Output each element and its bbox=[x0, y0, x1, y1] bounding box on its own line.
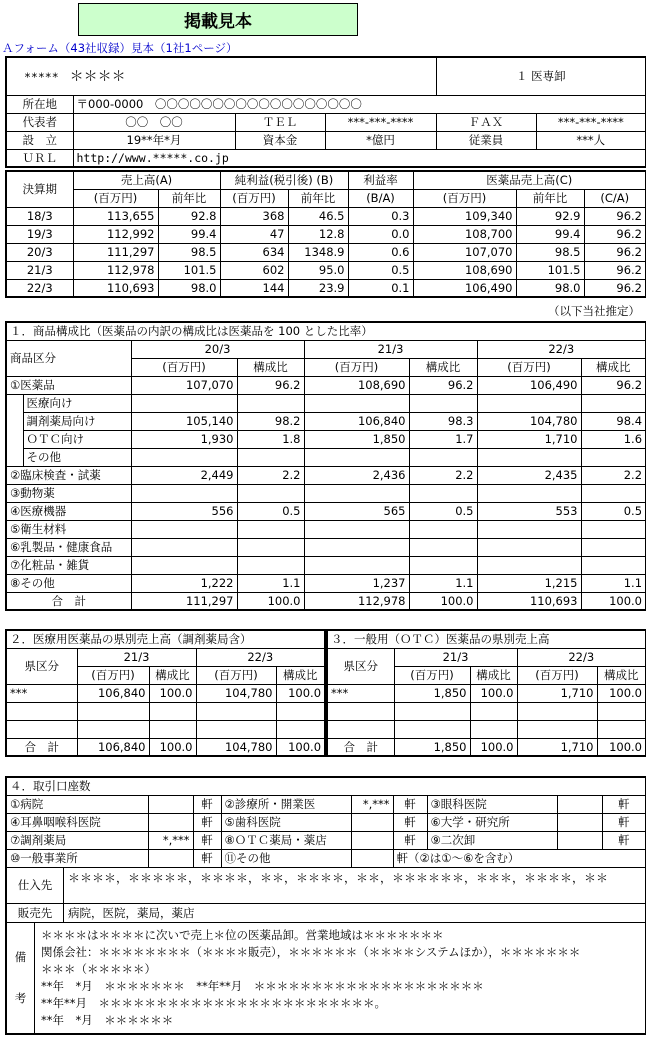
product-cell bbox=[477, 538, 581, 556]
sec3-heading: ３．一般用（ＯＴＣ）医薬品の県別売上高 bbox=[327, 630, 646, 648]
fin-h-unit: (百万円) bbox=[220, 189, 288, 207]
sec2-h-unit: (百万円) bbox=[196, 666, 276, 684]
product-cell: 0.5 bbox=[581, 502, 646, 520]
fin-cell: 92.9 bbox=[516, 207, 584, 225]
fin-cell: 0.1 bbox=[348, 279, 413, 297]
sec2-total-cell: 100.0 bbox=[276, 738, 325, 756]
supplier-label: 仕入先 bbox=[7, 868, 64, 903]
sec3-year: 22/3 bbox=[517, 648, 646, 666]
account-cell: ⑩一般事業所 bbox=[6, 849, 148, 867]
product-cell: 1,930 bbox=[131, 430, 237, 448]
product-cell: 1,850 bbox=[304, 430, 409, 448]
fin-h-sales: 売上高(A) bbox=[73, 171, 220, 189]
product-label: ①医薬品 bbox=[6, 376, 131, 394]
fin-cell: 106,490 bbox=[413, 279, 516, 297]
sec3-cell: 1,710 bbox=[517, 684, 597, 702]
product-cell bbox=[304, 394, 409, 412]
product-label: ⑧その他 bbox=[6, 574, 131, 592]
product-cell bbox=[409, 556, 477, 574]
product-cell: 1.7 bbox=[409, 430, 477, 448]
product-sub-label: ＯＴＣ向け bbox=[23, 430, 131, 448]
fin-period: 22/3 bbox=[6, 279, 73, 297]
product-cell bbox=[304, 448, 409, 466]
fin-cell: 98.5 bbox=[516, 243, 584, 261]
address-label: 所在地 bbox=[6, 95, 73, 113]
product-row bbox=[6, 394, 646, 412]
account-row bbox=[6, 813, 646, 831]
fin-period: 18/3 bbox=[6, 207, 73, 225]
remark-line: **年 *月 ＊＊＊＊＊＊＊ **年**月 ＊＊＊＊＊＊＊＊＊＊＊＊＊＊＊＊＊＊＊＊ bbox=[41, 978, 484, 993]
fin-cell: 101.5 bbox=[158, 261, 220, 279]
product-cell bbox=[304, 538, 409, 556]
sec3-h-share: 構成比 bbox=[470, 666, 517, 684]
rep-label: 代表者 bbox=[6, 113, 73, 131]
account-row bbox=[6, 849, 646, 867]
sec1-h-share: 構成比 bbox=[409, 358, 477, 376]
product-cell bbox=[581, 394, 646, 412]
finance-table bbox=[5, 170, 646, 298]
product-cell bbox=[304, 520, 409, 538]
sec1-h-unit: (百万円) bbox=[477, 358, 581, 376]
account-cell bbox=[351, 813, 393, 831]
sec3-total-label: 合 計 bbox=[327, 738, 394, 756]
product-row bbox=[6, 520, 646, 538]
product-cell bbox=[581, 520, 646, 538]
capital-label: 資本金 bbox=[235, 131, 325, 149]
finance-row bbox=[6, 225, 646, 243]
product-row bbox=[6, 466, 646, 484]
fin-cell: 47 bbox=[220, 225, 288, 243]
product-row bbox=[6, 484, 646, 502]
account-cell: ①病院 bbox=[6, 795, 148, 813]
sec3-cell: 1,850 bbox=[394, 684, 470, 702]
fin-cell: 0.0 bbox=[348, 225, 413, 243]
product-cell bbox=[409, 394, 477, 412]
remark-line: ＊＊＊（＊＊＊＊＊） bbox=[41, 961, 156, 976]
product-label: ②臨床検査・試薬 bbox=[6, 466, 131, 484]
product-row bbox=[6, 376, 646, 394]
fin-period: 20/3 bbox=[6, 243, 73, 261]
product-cell: 1,222 bbox=[131, 574, 237, 592]
product-cell: 556 bbox=[131, 502, 237, 520]
product-cell bbox=[581, 484, 646, 502]
product-cell: 106,840 bbox=[304, 412, 409, 430]
sec3-pref: *** bbox=[327, 684, 394, 702]
fin-cell: 113,655 bbox=[73, 207, 158, 225]
account-cell bbox=[148, 813, 193, 831]
product-cell: 1.1 bbox=[237, 574, 304, 592]
account-cell: ④耳鼻咽喉科医院 bbox=[6, 813, 148, 831]
fin-h-rate2: (B/A) bbox=[348, 189, 413, 207]
product-cell: 1.1 bbox=[409, 574, 477, 592]
sec3-cell: 100.0 bbox=[470, 684, 517, 702]
sec2-h-share: 構成比 bbox=[149, 666, 196, 684]
account-cell bbox=[148, 849, 193, 867]
account-cell: 軒 bbox=[393, 813, 427, 831]
supplier-row bbox=[6, 867, 646, 903]
sec1-h-cat: 商品区分 bbox=[6, 340, 131, 376]
fin-h-unit: (百万円) bbox=[73, 189, 158, 207]
fin-cell: 95.0 bbox=[288, 261, 348, 279]
product-sub-label: 調剤薬局向け bbox=[23, 412, 131, 430]
fin-period: 19/3 bbox=[6, 225, 73, 243]
fin-cell: 92.8 bbox=[158, 207, 220, 225]
fin-h-ratio: (C/A) bbox=[584, 189, 646, 207]
sec3-total-cell: 100.0 bbox=[470, 738, 517, 756]
product-row bbox=[6, 430, 646, 448]
product-cell: 98.2 bbox=[237, 412, 304, 430]
indent-cell bbox=[6, 394, 23, 466]
finance-row bbox=[6, 243, 646, 261]
product-cell bbox=[477, 484, 581, 502]
account-cell bbox=[351, 849, 393, 867]
buyer-label: 販売先 bbox=[7, 904, 64, 922]
fin-cell: 109,340 bbox=[413, 207, 516, 225]
fin-cell: 0.3 bbox=[348, 207, 413, 225]
account-cell: *,*** bbox=[148, 831, 193, 849]
rx-pref-table bbox=[5, 629, 326, 757]
account-cell: 軒 bbox=[602, 813, 646, 831]
account-cell bbox=[557, 795, 602, 813]
finance-row bbox=[6, 207, 646, 225]
remarks-body bbox=[35, 923, 645, 1033]
sec2-cell: 100.0 bbox=[276, 684, 325, 702]
fin-cell: 602 bbox=[220, 261, 288, 279]
fin-cell: 108,700 bbox=[413, 225, 516, 243]
sec3-year: 21/3 bbox=[394, 648, 517, 666]
product-cell: 2,449 bbox=[131, 466, 237, 484]
product-cell: 2.2 bbox=[237, 466, 304, 484]
product-cell bbox=[131, 484, 237, 502]
rep-value: 〇〇 〇〇 bbox=[73, 113, 235, 131]
fin-cell: 96.2 bbox=[584, 207, 646, 225]
fin-cell: 110,693 bbox=[73, 279, 158, 297]
product-cell bbox=[304, 484, 409, 502]
product-cell: 2,436 bbox=[304, 466, 409, 484]
sec2-total-cell: 104,780 bbox=[196, 738, 276, 756]
product-cell: 108,690 bbox=[304, 376, 409, 394]
fin-cell: 107,070 bbox=[413, 243, 516, 261]
estimate-note: （以下当社推定） bbox=[548, 304, 640, 318]
product-cell: 553 bbox=[477, 502, 581, 520]
sec1-total-cell: 100.0 bbox=[237, 592, 304, 610]
account-cell: ②診療所・開業医 bbox=[221, 795, 351, 813]
sec1-heading: １．商品構成比（医薬品の内訳の構成比は医薬品を 100 とした比率） bbox=[6, 322, 646, 340]
company-name-cell bbox=[6, 57, 436, 95]
product-cell bbox=[409, 448, 477, 466]
product-row bbox=[6, 574, 646, 592]
fin-cell: 96.2 bbox=[584, 243, 646, 261]
product-cell: 98.4 bbox=[581, 412, 646, 430]
fin-h-drug: 医薬品売上高(C) bbox=[413, 171, 646, 189]
fin-cell: 108,690 bbox=[413, 261, 516, 279]
fin-cell: 634 bbox=[220, 243, 288, 261]
fin-cell: 112,978 bbox=[73, 261, 158, 279]
product-cell bbox=[477, 394, 581, 412]
address-value: 〒000-0000 〇〇〇〇〇〇〇〇〇〇〇〇〇〇〇〇〇〇 bbox=[73, 95, 646, 113]
fin-cell: 46.5 bbox=[288, 207, 348, 225]
product-cell: 2.2 bbox=[409, 466, 477, 484]
product-cell: 1,237 bbox=[304, 574, 409, 592]
remarks-row bbox=[6, 922, 646, 1034]
account-cell: 軒 bbox=[193, 795, 221, 813]
account-cell: ⑨二次卸 bbox=[427, 831, 557, 849]
fin-cell: 112,992 bbox=[73, 225, 158, 243]
company-name: ＊＊＊＊ bbox=[69, 69, 126, 86]
sec1-h-share: 構成比 bbox=[581, 358, 646, 376]
finance-row bbox=[6, 279, 646, 297]
fin-h-period: 決算期 bbox=[6, 171, 73, 207]
sec2-year: 21/3 bbox=[77, 648, 196, 666]
product-mix-table bbox=[5, 321, 646, 611]
remarks-label-2: 考 bbox=[14, 991, 27, 1005]
product-cell bbox=[237, 556, 304, 574]
product-cell: 96.2 bbox=[581, 376, 646, 394]
product-cell: 96.2 bbox=[409, 376, 477, 394]
remarks-label-1: 備 bbox=[14, 950, 27, 964]
product-cell bbox=[304, 556, 409, 574]
account-cell: ⑧ＯＴＣ薬局・薬店 bbox=[221, 831, 351, 849]
fin-cell: 12.8 bbox=[288, 225, 348, 243]
est-value: 19**年*月 bbox=[73, 131, 235, 149]
product-row bbox=[6, 412, 646, 430]
product-cell: 565 bbox=[304, 502, 409, 520]
product-cell bbox=[237, 538, 304, 556]
emp-value: ***人 bbox=[536, 131, 646, 149]
url-label: ＵＲＬ bbox=[6, 149, 73, 167]
sec3-h-unit: (百万円) bbox=[517, 666, 597, 684]
product-cell: 0.5 bbox=[237, 502, 304, 520]
sec2-total-cell: 100.0 bbox=[149, 738, 196, 756]
sec3-total-cell: 100.0 bbox=[597, 738, 646, 756]
sec1-year: 20/3 bbox=[131, 340, 304, 358]
company-code: ***** bbox=[24, 70, 59, 85]
account-cell: ⑥大学・研究所 bbox=[427, 813, 557, 831]
capital-value: *億円 bbox=[325, 131, 436, 149]
fin-cell: 98.0 bbox=[158, 279, 220, 297]
product-cell: 0.5 bbox=[409, 502, 477, 520]
sec2-cell: 100.0 bbox=[149, 684, 196, 702]
account-row bbox=[6, 831, 646, 849]
fin-h-rate: 利益率 bbox=[348, 171, 413, 189]
sec3-cell: 100.0 bbox=[597, 684, 646, 702]
accounts-table bbox=[5, 776, 646, 1035]
product-cell bbox=[131, 448, 237, 466]
fin-cell: 98.0 bbox=[516, 279, 584, 297]
sec3-total-cell: 1,710 bbox=[517, 738, 597, 756]
product-cell bbox=[237, 448, 304, 466]
account-cell: 軒 bbox=[193, 831, 221, 849]
product-cell bbox=[581, 556, 646, 574]
fin-cell: 96.2 bbox=[584, 225, 646, 243]
fin-h-yoy: 前年比 bbox=[158, 189, 220, 207]
product-cell bbox=[131, 538, 237, 556]
account-row bbox=[6, 795, 646, 813]
sec1-h-share: 構成比 bbox=[237, 358, 304, 376]
sec2-h-pref: 県区分 bbox=[6, 648, 77, 684]
sec1-h-unit: (百万円) bbox=[131, 358, 237, 376]
sec2-h-unit: (百万円) bbox=[77, 666, 149, 684]
product-cell: 104,780 bbox=[477, 412, 581, 430]
sec2-h-share: 構成比 bbox=[276, 666, 325, 684]
page-title: 掲載見本 bbox=[78, 3, 358, 36]
account-cell: 軒（②は①～⑥を含む） bbox=[393, 849, 646, 867]
fin-cell: 101.5 bbox=[516, 261, 584, 279]
product-cell: 98.3 bbox=[409, 412, 477, 430]
product-cell bbox=[477, 448, 581, 466]
sec2-cell: 104,780 bbox=[196, 684, 276, 702]
account-cell: *,*** bbox=[351, 795, 393, 813]
product-cell: 2.2 bbox=[581, 466, 646, 484]
est-label: 設 立 bbox=[6, 131, 73, 149]
fin-cell: 96.2 bbox=[584, 279, 646, 297]
product-cell bbox=[409, 484, 477, 502]
product-label: ③動物薬 bbox=[6, 484, 131, 502]
sec1-total-cell: 110,693 bbox=[477, 592, 581, 610]
fin-cell: 98.5 bbox=[158, 243, 220, 261]
product-sub-label: その他 bbox=[23, 448, 131, 466]
company-category: １ 医専卸 bbox=[436, 57, 646, 95]
fin-cell: 99.4 bbox=[158, 225, 220, 243]
product-cell: 1.8 bbox=[237, 430, 304, 448]
product-row bbox=[6, 448, 646, 466]
sec2-total-cell: 106,840 bbox=[77, 738, 149, 756]
remarks-label bbox=[7, 923, 35, 1033]
product-label: ⑤衛生材料 bbox=[6, 520, 131, 538]
product-cell: 1.6 bbox=[581, 430, 646, 448]
fin-cell: 1348.9 bbox=[288, 243, 348, 261]
account-cell: ③眼科医院 bbox=[427, 795, 557, 813]
subtitle: Ａフォーム（43社収録）見本（1社1ページ） bbox=[2, 41, 238, 55]
sec4-heading: ４．取引口座数 bbox=[6, 777, 646, 795]
account-cell: 軒 bbox=[193, 813, 221, 831]
product-cell bbox=[131, 394, 237, 412]
sec1-total-cell: 112,978 bbox=[304, 592, 409, 610]
finance-row bbox=[6, 261, 646, 279]
product-cell: 1.1 bbox=[581, 574, 646, 592]
product-label: ⑦化粧品・雑貨 bbox=[6, 556, 131, 574]
account-cell: ⑦調剤薬局 bbox=[6, 831, 148, 849]
sec2-year: 22/3 bbox=[196, 648, 325, 666]
buyer-value: 病院，医院，薬局，薬店 bbox=[68, 905, 195, 920]
account-cell bbox=[351, 831, 393, 849]
supplier-value: ＊＊＊＊，＊＊＊＊＊，＊＊＊＊，＊＊，＊＊＊＊，＊＊，＊＊＊＊＊＊，＊＊＊，＊＊＊＊，＊＊ bbox=[68, 870, 609, 885]
sec2-heading: ２．医療用医薬品の県別売上高（調剤薬局含） bbox=[6, 630, 325, 648]
tel-value: ***-***-**** bbox=[325, 113, 436, 131]
account-cell: 軒 bbox=[602, 795, 646, 813]
fin-cell: 0.6 bbox=[348, 243, 413, 261]
fin-h-yoy: 前年比 bbox=[516, 189, 584, 207]
company-table bbox=[5, 56, 646, 168]
sec1-year: 22/3 bbox=[477, 340, 646, 358]
remark-line: **年 *月 ＊＊＊＊＊＊ bbox=[41, 1012, 174, 1027]
account-cell bbox=[148, 795, 193, 813]
fin-cell: 23.9 bbox=[288, 279, 348, 297]
product-cell bbox=[409, 520, 477, 538]
sec2-cell: 106,840 bbox=[77, 684, 149, 702]
product-cell: 96.2 bbox=[237, 376, 304, 394]
fin-h-unit: (百万円) bbox=[413, 189, 516, 207]
product-cell bbox=[409, 538, 477, 556]
fin-cell: 96.2 bbox=[584, 261, 646, 279]
product-sub-label: 医療向け bbox=[23, 394, 131, 412]
account-cell: 軒 bbox=[602, 831, 646, 849]
product-cell: 105,140 bbox=[131, 412, 237, 430]
product-cell: 2,435 bbox=[477, 466, 581, 484]
fin-cell: 144 bbox=[220, 279, 288, 297]
account-cell bbox=[557, 831, 602, 849]
account-cell: 軒 bbox=[193, 849, 221, 867]
sec1-total-cell: 100.0 bbox=[409, 592, 477, 610]
account-cell bbox=[557, 813, 602, 831]
sec3-h-pref: 県区分 bbox=[327, 648, 394, 684]
sec1-year: 21/3 bbox=[304, 340, 477, 358]
fax-label: ＦＡＸ bbox=[436, 113, 536, 131]
product-cell bbox=[477, 556, 581, 574]
product-cell bbox=[237, 520, 304, 538]
product-cell bbox=[131, 556, 237, 574]
product-cell: 1,710 bbox=[477, 430, 581, 448]
remark-line: **年**月 ＊＊＊＊＊＊＊＊＊＊＊＊＊＊＊＊＊＊＊＊＊＊＊＊。 bbox=[41, 995, 386, 1010]
tel-label: ＴＥＬ bbox=[235, 113, 325, 131]
product-label: ⑥乳製品・健康食品 bbox=[6, 538, 131, 556]
fin-h-profit: 純利益(税引後) (B) bbox=[220, 171, 348, 189]
fin-cell: 99.4 bbox=[516, 225, 584, 243]
url-value[interactable]: http://www.*****.co.jp bbox=[73, 149, 646, 167]
fin-cell: 111,297 bbox=[73, 243, 158, 261]
sec3-h-unit: (百万円) bbox=[394, 666, 470, 684]
sec1-total-cell: 100.0 bbox=[581, 592, 646, 610]
product-cell: 107,070 bbox=[131, 376, 237, 394]
product-cell bbox=[477, 520, 581, 538]
sec1-total-label: 合 計 bbox=[6, 592, 131, 610]
fin-cell: 368 bbox=[220, 207, 288, 225]
product-row bbox=[6, 502, 646, 520]
fin-h-yoy: 前年比 bbox=[288, 189, 348, 207]
product-row bbox=[6, 556, 646, 574]
sec2-pref: *** bbox=[6, 684, 77, 702]
fin-cell: 0.5 bbox=[348, 261, 413, 279]
sec1-h-unit: (百万円) bbox=[304, 358, 409, 376]
buyer-row bbox=[6, 903, 646, 922]
product-cell bbox=[131, 520, 237, 538]
sec3-h-share: 構成比 bbox=[597, 666, 646, 684]
emp-label: 従業員 bbox=[436, 131, 536, 149]
product-cell bbox=[237, 394, 304, 412]
remark-line: 関係会社：＊＊＊＊＊＊＊＊（＊＊＊＊販売），＊＊＊＊＊＊（＊＊＊＊システムほか），＊＊＊＊＊＊＊ bbox=[41, 944, 581, 959]
product-cell: 106,490 bbox=[477, 376, 581, 394]
product-cell bbox=[581, 448, 646, 466]
sec1-total-cell: 111,297 bbox=[131, 592, 237, 610]
fax-value: ***-***-**** bbox=[536, 113, 646, 131]
product-row bbox=[6, 538, 646, 556]
account-cell: 軒 bbox=[393, 795, 427, 813]
product-cell bbox=[581, 538, 646, 556]
remark-line: ＊＊＊＊は＊＊＊＊に次いで売上＊位の医薬品卸。営業地域は＊＊＊＊＊＊＊ bbox=[41, 927, 444, 942]
otc-pref-table bbox=[326, 629, 646, 757]
account-cell: 軒 bbox=[393, 831, 427, 849]
account-cell: ⑤歯科医院 bbox=[221, 813, 351, 831]
sec3-total-cell: 1,850 bbox=[394, 738, 470, 756]
account-cell: ⑪その他 bbox=[221, 849, 351, 867]
product-label: ④医療機器 bbox=[6, 502, 131, 520]
fin-period: 21/3 bbox=[6, 261, 73, 279]
product-cell bbox=[237, 484, 304, 502]
product-cell: 1,215 bbox=[477, 574, 581, 592]
sec2-total-label: 合 計 bbox=[6, 738, 77, 756]
